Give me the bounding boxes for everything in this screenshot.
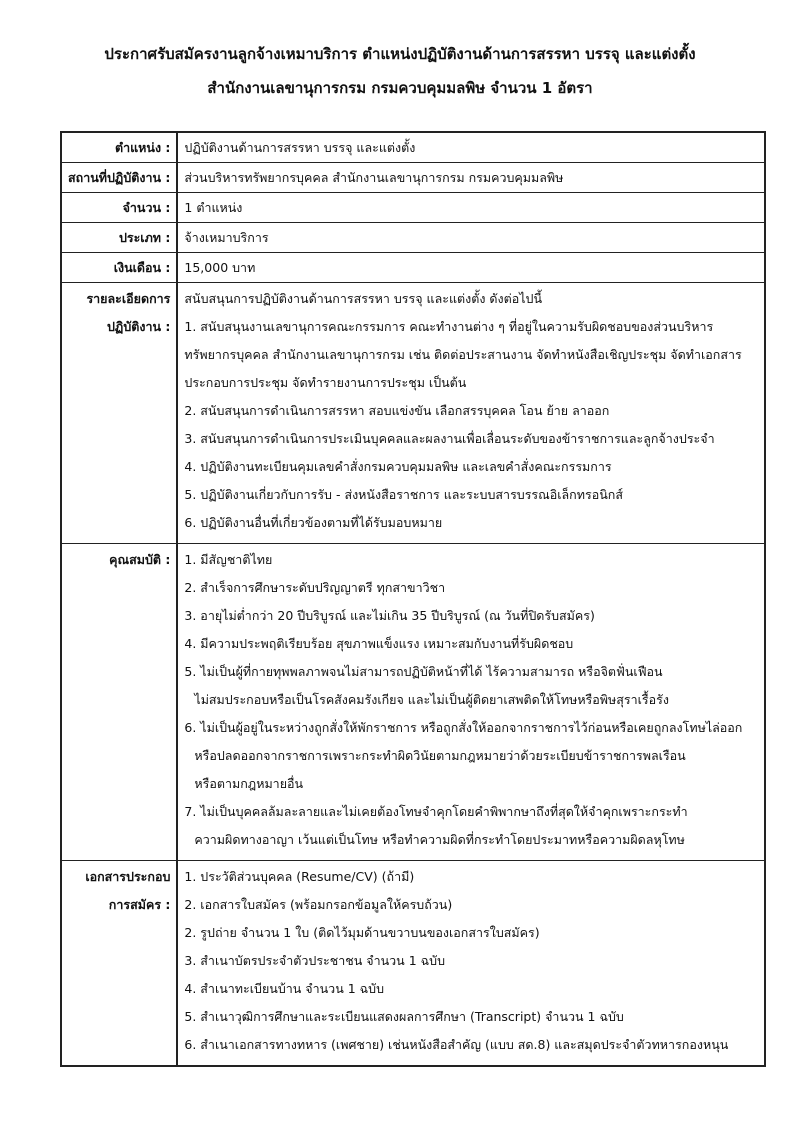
type-label: ประเภท : — [61, 223, 177, 253]
row-duties — [61, 283, 765, 544]
amount-value: 1 ตำแหน่ง — [177, 193, 765, 223]
duties-list — [177, 283, 765, 544]
list-item: หรือปลดออกจากราชการเพราะกระทำผิดวินัยตามกฎหมายว่าด้วยระเบียบข้าราชการพลเรือน — [194, 748, 686, 763]
list-item: 1. มีสัญชาติไทย — [184, 552, 273, 567]
list-item: 1. สนับสนุนงานเลขานุการคณะกรรมการ คณะทำงานต่าง ๆ ที่อยู่ในความรับผิดชอบของส่วนบริหาร — [184, 319, 714, 334]
salary-label: เงินเดือน : — [61, 253, 177, 283]
list-item: ทรัพยากรบุคคล สำนักงานเลขานุการกรม เช่น ติดต่อประสานงาน จัดทำหนังสือเชิญประชุม จัดทำเอกสาร — [184, 347, 742, 362]
duties-label-line: รายละเอียดการ — [86, 291, 171, 306]
qualifications-label-line: คุณสมบัติ : — [109, 552, 171, 567]
documents-label-line: การสมัคร : — [108, 897, 171, 912]
list-item: ความผิดทางอาญา เว้นแต่เป็นโทษ หรือทำความผิดที่กระทำโดยประมาทหรือความผิดลหุโทษ — [194, 832, 685, 847]
list-item: 4. สำเนาทะเบียนบ้าน จำนวน 1 ฉบับ — [184, 981, 385, 996]
title-line-2: สำนักงานเลขานุการกรม กรมควบคุมมลพิษ จำนวน 1 อัตรา — [207, 79, 593, 97]
workplace-value: ส่วนบริหารทรัพยากรบุคคล สำนักงานเลขานุการกรม กรมควบคุมมลพิษ — [177, 163, 765, 193]
documents-list — [177, 861, 765, 1067]
list-item: สนับสนุนการปฏิบัติงานด้านการสรรหา บรรจุ และแต่งตั้ง ดังต่อไปนี้ — [184, 291, 543, 306]
list-item: 2. สำเร็จการศึกษาระดับปริญญาตรี ทุกสาขาวิชา — [184, 580, 446, 595]
list-item: 4. มีความประพฤติเรียบร้อย สุขภาพแข็งแรง เหมาะสมกับงานที่รับผิดชอบ — [184, 636, 574, 651]
list-item: 1. ประวัติส่วนบุคคล (Resume/CV) (ถ้ามี) — [184, 869, 415, 884]
list-item: 2. สนับสนุนการดำเนินการสรรหา สอบแข่งขัน เลือกสรรบุคคล โอน ย้าย ลาออก — [184, 403, 610, 418]
row-workplace — [61, 163, 765, 193]
position-label: ตำแหน่ง : — [61, 132, 177, 163]
row-amount — [61, 193, 765, 223]
list-item: 6. สำเนาเอกสารทางทหาร (เพศชาย) เช่นหนังสือสำคัญ (แบบ สด.8) และสมุดประจำตัวทหารกองหนุน — [184, 1037, 729, 1052]
list-item: 3. อายุไม่ต่ำกว่า 20 ปีบริบูรณ์ และไม่เกิน 35 ปีบริบูรณ์ (ณ วันที่ปิดรับสมัคร) — [184, 608, 595, 623]
qualifications-label — [61, 544, 177, 861]
row-qualifications — [61, 544, 765, 861]
workplace-label: สถานที่ปฏิบัติงาน : — [61, 163, 177, 193]
list-item: 2. เอกสารใบสมัคร (พร้อมกรอกข้อมูลให้ครบถ้วน) — [184, 897, 453, 912]
list-item: 7. ไม่เป็นบุคคลล้มละลายและไม่เคยต้องโทษจำคุกโดยคำพิพากษาถึงที่สุดให้จำคุกเพราะกระทำ — [184, 804, 688, 819]
list-item: หรือตามกฎหมายอื่น — [194, 776, 304, 791]
position-value: ปฏิบัติงานด้านการสรรหา บรรจุ และแต่งตั้ง — [177, 132, 765, 163]
row-documents — [61, 861, 765, 1067]
job-details-table — [60, 131, 766, 1067]
duties-label-line: ปฏิบัติงาน : — [107, 319, 171, 334]
duties-label — [61, 283, 177, 544]
salary-value: 15,000 บาท — [177, 253, 765, 283]
list-item: ประกอบการประชุม จัดทำรายงานการประชุม เป็นต้น — [184, 375, 467, 390]
title-line-1: ประกาศรับสมัครงานลูกจ้างเหมาบริการ ตำแหน่งปฏิบัติงานด้านการสรรหา บรรจุ และแต่งตั้ง — [104, 45, 696, 63]
list-item: ไม่สมประกอบหรือเป็นโรคสังคมรังเกียจ และไม่เป็นผู้ติดยาเสพติดให้โทษหรือพิษสุราเรื้อรัง — [194, 692, 669, 707]
list-item: 5. ปฏิบัติงานเกี่ยวกับการรับ - ส่งหนังสือราชการ และระบบสารบรรณอิเล็กทรอนิกส์ — [184, 487, 623, 502]
amount-label: จำนวน : — [61, 193, 177, 223]
list-item: 3. สนับสนุนการดำเนินการประเมินบุคคลและผลงานเพื่อเลื่อนระดับของข้าราชการและลูกจ้างประจำ — [184, 431, 715, 446]
documents-label-line: เอกสารประกอบ — [85, 869, 171, 884]
list-item: 6. ปฏิบัติงานอื่นที่เกี่ยวข้องตามที่ได้รับมอบหมาย — [184, 515, 443, 530]
type-value: จ้างเหมาบริการ — [177, 223, 765, 253]
list-item: 6. ไม่เป็นผู้อยู่ในระหว่างถูกสั่งให้พักราชการ หรือถูกสั่งให้ออกจากราชการไว้ก่อนหรือเคยถูกลงโทษไล่ออก — [184, 720, 743, 735]
documents-label — [61, 861, 177, 1067]
list-item: 2. รูปถ่าย จำนวน 1 ใบ (ติดไว้มุมด้านขวาบนของเอกสารใบสมัคร) — [184, 925, 540, 940]
list-item: 5. สำเนาวุฒิการศึกษาและระเบียนแสดงผลการศึกษา (Transcript) จำนวน 1 ฉบับ — [184, 1009, 624, 1024]
row-type — [61, 223, 765, 253]
qualifications-list — [177, 544, 765, 861]
row-position — [61, 132, 765, 163]
row-salary — [61, 253, 765, 283]
list-item: 4. ปฏิบัติงานทะเบียนคุมเลขคำสั่งกรมควบคุมมลพิษ และเลขคำสั่งคณะกรรมการ — [184, 459, 612, 474]
list-item: 3. สำเนาบัตรประจำตัวประชาชน จำนวน 1 ฉบับ — [184, 953, 446, 968]
list-item: 5. ไม่เป็นผู้ที่กายทุพพลภาพจนไม่สามารถปฏิบัติหน้าที่ได้ ไร้ความสามารถ หรือจิตฟั่นเฟือน — [184, 664, 663, 679]
